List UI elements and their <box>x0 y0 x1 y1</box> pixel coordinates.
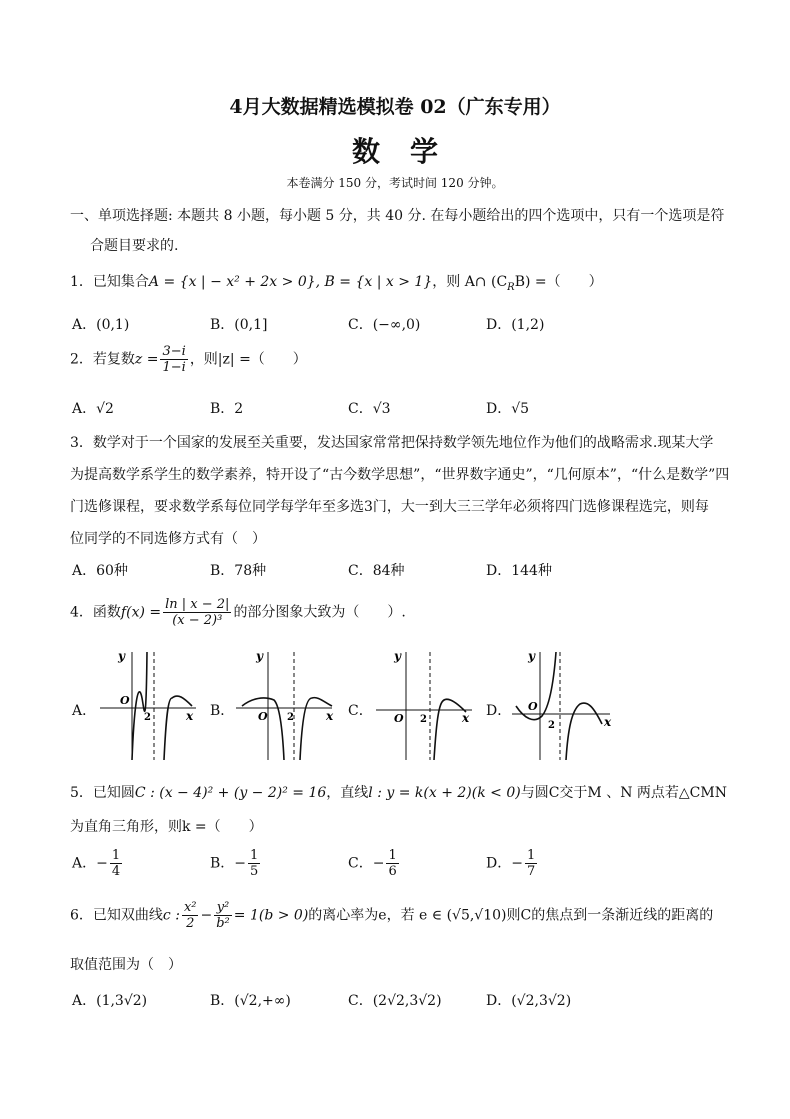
question-4 <box>70 597 406 628</box>
q5-option-a-label: A． <box>72 855 97 872</box>
q5-option-c-label: C． <box>348 855 373 872</box>
q4-denominator: (x − 2)³ <box>172 613 223 628</box>
q3-option-d[interactable]: D．144种 <box>486 563 552 579</box>
q3-option-a[interactable]: A．60种 <box>72 563 128 579</box>
y-label: y <box>118 649 125 663</box>
q5-tail: 与圆C交于M 、N 两点若△CMN <box>520 785 727 801</box>
q6-tail: 则C的焦点到一条渐近线的距离的 <box>506 907 714 924</box>
q5-option-d-sign: − <box>511 855 523 872</box>
q5-circle: C : (x − 4)² + (y − 2)² = 16 <box>134 785 327 801</box>
paper-title: 4月大数据精选模拟卷 02（广东专用） <box>229 96 561 118</box>
curve-right <box>434 699 466 760</box>
q1-tail: B) =（ ） <box>514 274 603 290</box>
q6-cvar: c : <box>162 907 180 924</box>
q3-line-1: 3．数学对于一个国家的发展至关重要，发达国家常常把保持数学领先地位作为他们的战略需求.现某大学 <box>70 435 714 451</box>
curve-left <box>132 652 147 760</box>
q1-option-d[interactable]: D．(1,2) <box>486 317 545 333</box>
q6-mid: 的离心率为e，若 e ∈ (√5,√10) <box>308 907 507 924</box>
o-label: O <box>394 712 404 725</box>
q5-mid: ，直线 <box>326 785 369 801</box>
q2-option-d[interactable]: D．√5 <box>486 401 530 417</box>
q3-option-b[interactable]: B．78种 <box>210 563 267 579</box>
q5-option-d-frac <box>525 848 537 879</box>
q6-frac-1-num: x² <box>183 900 197 915</box>
q4-graph-d[interactable] <box>508 648 614 764</box>
q3-line-4: 位同学的不同选修方式有（ ） <box>70 531 266 547</box>
q5-option-c-num: 1 <box>388 848 397 863</box>
curve-right <box>164 696 192 760</box>
q2-prefix: 2．若复数 <box>70 351 135 368</box>
q5-option-b-num: 1 <box>250 848 259 863</box>
q6-option-b[interactable]: B．(√2,+∞) <box>210 993 291 1009</box>
question-2 <box>70 344 307 375</box>
q2-fraction <box>160 344 187 375</box>
q5-line-2: 为直角三角形，则k =（ ） <box>70 819 263 835</box>
q2-zvar: z = <box>134 351 159 368</box>
subject-title: 数学 <box>351 135 468 168</box>
q6-frac-1-den: 2 <box>186 916 195 931</box>
q4-option-a[interactable]: A． <box>72 703 97 719</box>
curve-right <box>300 698 332 760</box>
q6-option-d[interactable]: D．(√2,3√2) <box>486 993 572 1009</box>
q5-line-eq: l : y = k(x + 2)(k < 0) <box>368 785 521 801</box>
q5-option-b-label: B． <box>210 855 235 872</box>
q4-fraction <box>163 597 231 628</box>
q6-frac-2-den: b² <box>216 916 230 931</box>
two-label: 2 <box>287 712 294 723</box>
q3-line-3: 门选修课程，要求数学系每位同学每学年至多选3门，大一到大三三学年必须将四门选修课程选完，则每 <box>70 499 709 515</box>
q4-graph-b[interactable] <box>232 648 338 764</box>
q6-eq: = 1(b > 0) <box>233 907 309 924</box>
q6-line-1 <box>70 900 713 931</box>
q4-option-d[interactable]: D． <box>486 703 512 719</box>
q5-option-d-num: 1 <box>526 848 536 863</box>
x-label: x <box>604 715 612 729</box>
q1-sub: R <box>507 281 515 293</box>
q6-option-a[interactable]: A．(1,3√2) <box>72 993 148 1009</box>
q5-option-d-label: D． <box>486 855 512 872</box>
q5-option-a[interactable] <box>72 848 124 879</box>
q5-option-a-den: 4 <box>111 864 121 879</box>
o-label: O <box>120 694 130 707</box>
q1-set-a: A = {x | − x² + 2x > 0} <box>148 274 316 290</box>
q1-ask: ，则 A∩ (C <box>432 274 508 290</box>
q5-option-b[interactable] <box>210 848 262 879</box>
q1-option-b[interactable]: B．(0,1] <box>210 317 268 333</box>
q5-option-b-den: 5 <box>250 864 259 879</box>
q6-frac-2 <box>214 900 232 931</box>
q6-minus: − <box>200 907 213 924</box>
q3-line-2: 为提高数学系学生的数学素养，特开设了“古今数学思想”，“世界数字通史”，“几何原本”，“什么是数学”四 <box>70 467 730 483</box>
q3-option-c[interactable]: C．84种 <box>348 563 405 579</box>
q4-tail: 的部分图象大致为（ ）. <box>233 604 406 621</box>
o-label: O <box>258 710 268 723</box>
q4-option-c[interactable]: C． <box>348 703 373 719</box>
x-label: x <box>462 711 470 725</box>
two-label: 2 <box>420 714 427 725</box>
q6-line-2: 取值范围为（ ） <box>70 957 182 973</box>
q2-option-b[interactable]: B．2 <box>210 401 244 417</box>
q5-option-a-num: 1 <box>111 848 121 863</box>
o-label: O <box>528 700 538 713</box>
two-label: 2 <box>548 720 555 731</box>
q2-numerator: 3−i <box>162 344 186 359</box>
q5-line-1 <box>70 782 727 802</box>
q5-option-c-sign: − <box>372 855 385 872</box>
q4-fx: f(x) = <box>120 604 162 621</box>
q6-frac-1 <box>182 900 199 931</box>
q5-option-c-frac <box>386 848 398 879</box>
q6-frac-2-num: y² <box>214 900 232 916</box>
q4-numerator: ln | x − 2| <box>165 597 230 612</box>
q5-option-c[interactable] <box>348 848 401 879</box>
q2-tail: ，则|z| =（ ） <box>189 351 307 368</box>
x-label: x <box>326 709 334 723</box>
q1-set-b: , B = {x | x > 1} <box>315 274 433 290</box>
question-1 <box>70 271 603 293</box>
y-label: y <box>256 649 263 663</box>
q5-option-a-sign: − <box>96 855 108 872</box>
q4-graph-a[interactable] <box>96 648 202 764</box>
q5-option-b-frac <box>248 848 260 879</box>
q1-option-a[interactable]: A．(0,1) <box>72 317 130 333</box>
curve-left <box>242 698 284 760</box>
q4-prefix: 4．函数 <box>70 604 121 621</box>
section-heading-line2: 合题目要求的. <box>90 238 179 254</box>
q6-prefix: 6．已知双曲线 <box>70 907 163 924</box>
q5-option-d-den: 7 <box>526 864 536 879</box>
exam-note: 本卷满分 150 分，考试时间 120 分钟。 <box>286 176 504 190</box>
two-label: 2 <box>144 712 151 723</box>
q4-graph-c[interactable] <box>372 648 478 764</box>
q4-option-b[interactable]: B． <box>210 703 235 719</box>
q1-option-c[interactable]: C．(−∞,0) <box>348 317 421 333</box>
q5-option-a-frac <box>110 848 122 879</box>
q2-option-a[interactable]: A．√2 <box>72 401 114 417</box>
q1-prefix: 1．已知集合 <box>70 274 149 290</box>
q5-option-d[interactable] <box>486 848 539 879</box>
y-label: y <box>528 649 535 663</box>
q5-option-c-den: 6 <box>388 864 397 879</box>
section-heading-line1: 一、单项选择题: 本题共 8 小题，每小题 5 分，共 40 分. 在每小题给出的四个选项中，只有一个选项是符 <box>70 208 725 224</box>
y-label: y <box>394 649 401 663</box>
q6-option-c[interactable]: C．(2√2,3√2) <box>348 993 442 1009</box>
curve-right <box>566 703 602 760</box>
q2-denominator: 1−i <box>162 360 186 375</box>
x-label: x <box>186 709 194 723</box>
q2-option-c[interactable]: C．√3 <box>348 401 391 417</box>
q5-prefix: 5．已知圆 <box>70 785 135 801</box>
q5-option-b-sign: − <box>234 855 247 872</box>
